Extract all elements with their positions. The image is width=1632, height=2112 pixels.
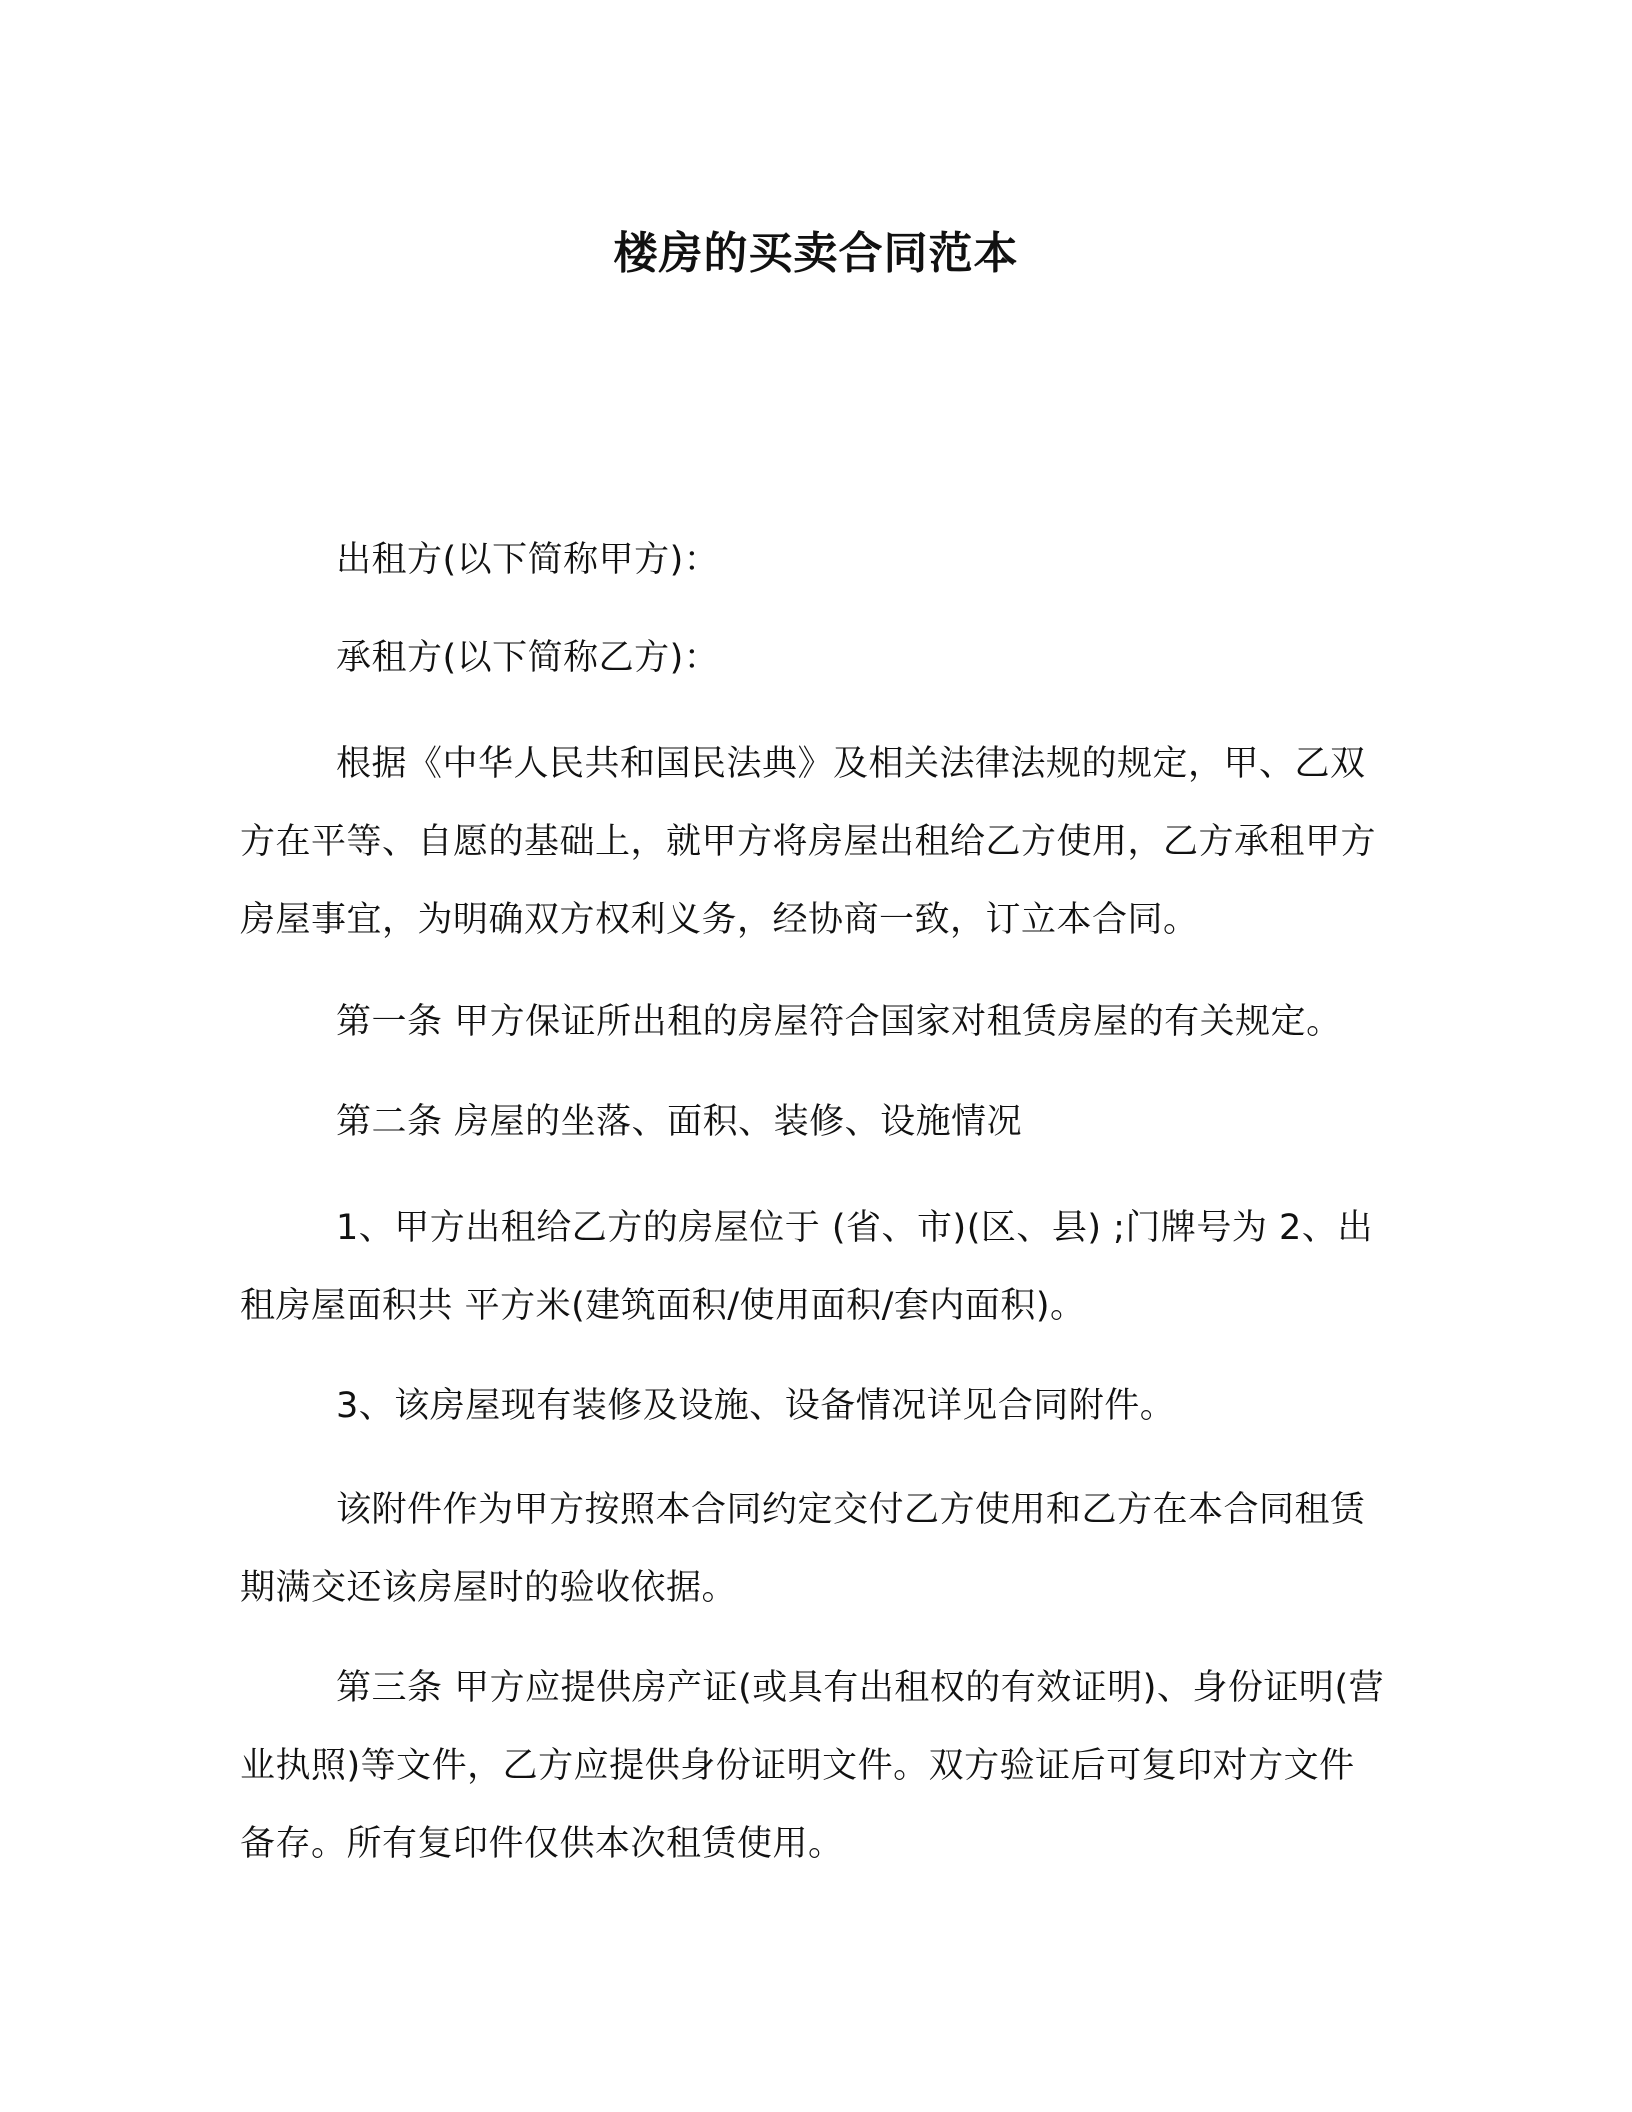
paragraph-item-1-2: 1、甲方出租给乙方的房屋位于 (省、市)(区、县) ;门牌号为 2、出租房屋面积共 平方米(建筑面积/使用面积/套内面积)。 bbox=[240, 1208, 1373, 1326]
paragraph-article-2: 第二条 房屋的坐落、面积、装修、设施情况 bbox=[336, 1102, 1023, 1142]
paragraph-preamble: 根据《中华人民共和国民法典》及相关法律法规的规定，甲、乙双方在平等、自愿的基础上，就甲方将房屋出租给乙方使用，乙方承租甲方房屋事宜，为明确双方权利义务，经协商一致，订立本合同。 bbox=[240, 744, 1377, 940]
paragraph-article-1: 第一条 甲方保证所出租的房屋符合国家对租赁房屋的有关规定。 bbox=[336, 1002, 1342, 1042]
paragraph-item-3: 3、该房屋现有装修及设施、设备情况详见合同附件。 bbox=[336, 1386, 1176, 1426]
paragraph-lessor: 出租方(以下简称甲方)： bbox=[336, 540, 720, 580]
paragraph-lessee: 承租方(以下简称乙方)： bbox=[336, 638, 720, 678]
document-title: 楼房的买卖合同范本 bbox=[613, 228, 1019, 279]
paragraph-attachment: 该附件作为甲方按照本合同约定交付乙方使用和乙方在本合同租赁期满交还该房屋时的验收依据。 bbox=[240, 1490, 1366, 1608]
paragraph-article-3: 第三条 甲方应提供房产证(或具有出租权的有效证明)、身份证明(营业执照)等文件，乙方应提供身份证明文件。双方验证后可复印对方文件备存。所有复印件仅供本次租赁使用。 bbox=[240, 1668, 1385, 1864]
